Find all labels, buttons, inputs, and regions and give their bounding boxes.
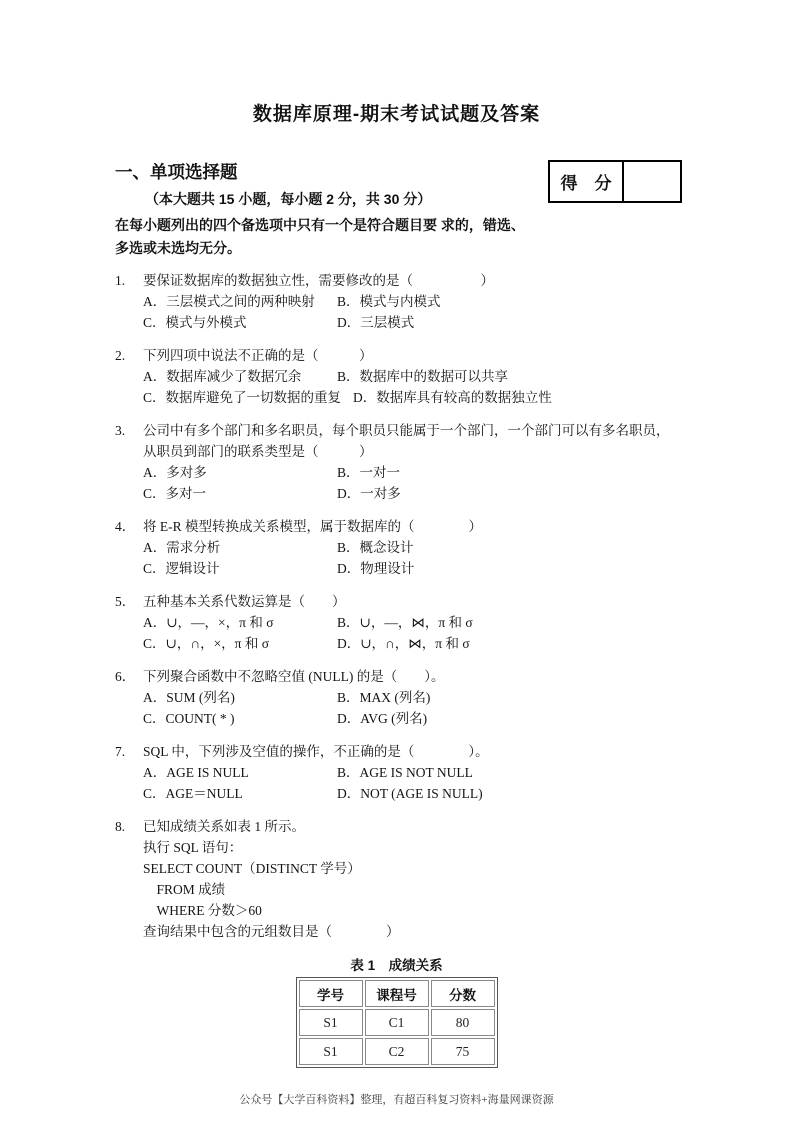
option-row [143,558,690,579]
section-heading: 一、单项选择题 [115,162,238,182]
option: C．AGE＝NULL [143,786,243,801]
table-row [299,1038,495,1065]
option: C．∪，∩，×，π 和 σ [143,636,270,651]
option: A．SUM (列名) [143,690,235,705]
option: C．逻辑设计 [143,561,220,576]
question-body [143,420,690,504]
option: B．MAX (列名) [337,690,431,705]
option: B．一对一 [337,465,401,480]
option: A．∪，—，×，π 和 σ [143,615,274,630]
option: B．模式与内模式 [337,294,441,309]
option: D．一对多 [337,486,401,501]
question-number: 7. [115,744,126,759]
question-body [143,516,690,579]
question-number: 4． [115,519,136,534]
question-text-line: 五种基本关系代数运算是（ ） [143,594,346,609]
question-body [143,741,690,804]
option: A．数据库减少了数据冗余 [143,369,302,384]
option: D．AVG (列名) [337,711,428,726]
question-text-line: FROM 成绩 [143,882,226,897]
question-text-line: WHERE 分数＞60 [143,903,262,918]
option-row [143,783,690,804]
question-text-line: 从职员到部门的联系类型是（ ） [143,444,373,459]
question-text-line: 要保证数据库的数据独立性，需要修改的是（ ） [143,273,494,288]
page-footer: 公众号【大学百科资料】整理，有超百科复习资料+海量网课资源 [239,1094,554,1106]
question-number: 2. [115,348,126,363]
score-label: 得 分 [550,162,624,201]
question-list [115,270,690,942]
option: A．三层模式之间的两种映射 [143,294,315,309]
question-7 [115,741,690,804]
question-body [143,591,690,654]
score-value-cell [624,162,680,201]
question-text-line: 下列聚合函数中不忽略空值 (NULL) 的是（ ）。 [143,669,445,684]
score-table [296,977,498,1068]
instruction-line-2: 多选或未选均无分。 [115,240,241,256]
question-body [143,816,690,942]
question-text-line: 公司中有多个部门和多名职员，每个职员只能属于一个部门，一个部门可以有多名职员， [143,423,670,438]
table-header-student-id: 学号 [299,980,363,1007]
question-number: 8. [115,819,126,834]
option-row [143,708,690,729]
question-text-line: 下列四项中说法不正确的是（ ） [143,348,373,363]
table-header-row [299,980,495,1007]
option: C．数据库避免了一切数据的重复 [143,390,342,405]
score-box [548,160,682,203]
option: B．AGE IS NOT NULL [337,765,473,780]
option: D．NOT (AGE IS NULL) [337,786,483,801]
table-cell: 80 [431,1009,495,1036]
table-cell: C2 [365,1038,429,1065]
question-number: 1. [115,273,126,288]
option: A．AGE IS NULL [143,765,249,780]
score-table-body [299,1009,495,1065]
option: B．概念设计 [337,540,414,555]
table-cell: S1 [299,1038,363,1065]
question-6 [115,666,690,729]
option-row [143,483,690,504]
option: D．∪，∩，⋈，π 和 σ [337,636,470,651]
score-table-block [0,954,793,1068]
question-text-line: 将 E-R 模型转换成关系模型，属于数据库的（ ） [143,519,482,534]
table-header-score: 分数 [431,980,495,1007]
option-row [143,387,690,408]
question-3 [115,420,690,504]
option-row [143,366,690,387]
table-cell: C1 [365,1009,429,1036]
question-text-line: SELECT COUNT（DISTINCT 学号） [143,861,361,876]
page-title: 数据库原理-期末考试试题及答案 [252,104,541,125]
option: C．COUNT( * ) [143,711,235,726]
question-body [143,345,690,408]
table-cell: S1 [299,1009,363,1036]
question-number: 5． [115,594,136,609]
question-8 [115,816,690,942]
table-row [299,1009,495,1036]
section-instruction [115,214,535,260]
option: A．多对多 [143,465,207,480]
score-table-head [299,980,495,1007]
option: A．需求分析 [143,540,221,555]
section-header [115,159,535,260]
option-row [143,312,690,333]
option: D．三层模式 [337,315,415,330]
option-row [143,612,690,633]
option-row [143,537,690,558]
question-text-line: 查询结果中包含的元组数目是（ ） [143,924,400,939]
table-header-course-id: 课程号 [365,980,429,1007]
option-row [143,462,690,483]
question-body [143,666,690,729]
option: D．物理设计 [337,561,415,576]
question-number: 3. [115,423,126,438]
question-text-line: SQL 中，下列涉及空值的操作，不正确的是（ ）。 [143,744,489,759]
option: B．数据库中的数据可以共享 [337,369,509,384]
option-row [143,762,690,783]
section-subheading: （本大题共 15 小题，每小题 2 分，共 30 分） [145,191,432,207]
question-5 [115,591,690,654]
option-row [143,291,690,312]
option: C．多对一 [143,486,207,501]
option: C．模式与外模式 [143,315,247,330]
option: B．∪，—，⋈，π 和 σ [337,615,473,630]
table-cell: 75 [431,1038,495,1065]
question-1 [115,270,690,333]
question-body [143,270,690,333]
question-text-line: 执行 SQL 语句： [143,840,243,855]
question-text-line: 已知成绩关系如表 1 所示。 [143,819,305,834]
question-4 [115,516,690,579]
instruction-line-1: 在每小题列出的四个备选项中只有一个是符合题目要 求的，错选、 [115,217,525,233]
question-2 [115,345,690,408]
option-row [143,633,690,654]
option-row [143,687,690,708]
option: D．数据库具有较高的数据独立性 [353,390,552,405]
question-number: 6． [115,669,136,684]
table-caption: 表 1 成绩关系 [350,958,443,973]
